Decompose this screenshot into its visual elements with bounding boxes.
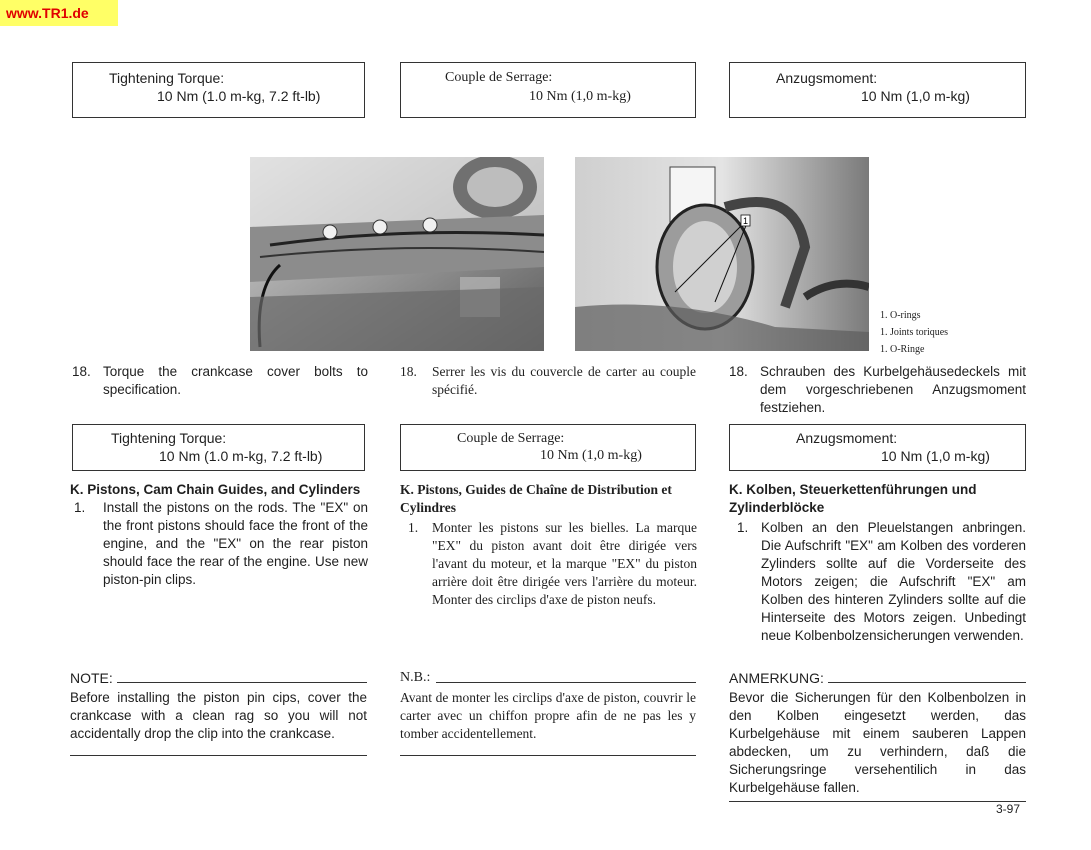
step-number: 18. <box>400 364 417 379</box>
legend-item-de: 1. O-Ringe <box>880 344 925 355</box>
note-bottom-rule <box>729 801 1026 802</box>
section-heading: K. Pistons, Cam Chain Guides, and Cylinders <box>70 482 361 497</box>
step-text: Schrauben des Kurbelgehäusedeckels mit dem vorgeschriebenen Anzugsmoment festziehen. <box>760 364 1026 415</box>
note-rule <box>117 682 367 683</box>
callout-number: 1 <box>742 216 749 226</box>
step-text: Monter les pistons sur les bielles. La marque "EX" du piston avant doit être dirigée vers l'avant du moteur, et la marque "EX" du piston arrière doit être dirigée vers l'arrière du moteur. Monter des circlips d'axe de piston neufs. <box>432 520 697 607</box>
legend-item-fr: 1. Joints toriques <box>880 327 949 338</box>
step-number: 1. <box>737 520 749 535</box>
section-heading: K. Kolben, Steuerkettenführungen und Zylinderblöcke <box>729 482 977 515</box>
step-number: 1. <box>408 520 419 535</box>
step-text: Install the pistons on the rods. The "EX" on the front pistons should face the front of the engine, and the "EX" on the rear piston should face the rear of the engine. Use new piston-pin clips. <box>103 500 368 587</box>
legend-item-en: 1. O-rings <box>880 310 921 321</box>
note-text: Bevor die Sicherungen für den Kolbenbolzen in den Kolben eingesetzt werden, das Kurbelgehäuse mit einem sauberen Lappen abdecken, um zu verhindern, daß die Sicherungsringe versehentilich in das Kurbelgehäuse fallen. <box>729 690 1026 795</box>
note-fr <box>400 669 696 756</box>
torque-value: 10 Nm (1,0 m-kg) <box>540 448 642 463</box>
page-number: 3-97 <box>996 802 1021 816</box>
torque-title: Tightening Torque: <box>111 430 227 446</box>
step-text: Torque the crankcase cover bolts to specification. <box>103 364 368 397</box>
torque-box-en <box>72 62 365 118</box>
torque-value: 10 Nm (1.0 m-kg, 7.2 ft-lb) <box>159 448 323 464</box>
torque-box-fr-2 <box>400 424 696 471</box>
section-k-de <box>729 481 1026 645</box>
step-18-de <box>729 363 1026 419</box>
crankcase-cover-photo <box>250 157 544 351</box>
section-heading-text: K. Pistons, Guides de Chaîne de Distribution et Cylindres <box>400 482 672 515</box>
torque-title: Anzugsmoment: <box>796 430 898 446</box>
step-18-fr <box>400 363 696 403</box>
crankcase-cover-illustration <box>250 157 544 351</box>
note-en <box>70 669 367 756</box>
note-heading: N.B.: <box>400 670 431 685</box>
torque-title: Couple de Serrage: <box>445 70 553 85</box>
note-heading: NOTE: <box>70 670 113 686</box>
note-heading: ANMERKUNG: <box>729 670 824 686</box>
note-rule <box>828 682 1026 683</box>
torque-box-en-2 <box>72 424 365 471</box>
note-de <box>729 669 1026 802</box>
note-text: Avant de monter les circlips d'axe de piston, couvrir le carter avec un chiffon propre afin de ne pas les y tomber accidentellement. <box>400 690 696 741</box>
note-rule <box>436 682 696 683</box>
step-number: 18. <box>72 364 91 379</box>
torque-value: 10 Nm (1,0 m-kg) <box>881 448 990 464</box>
section-k-fr <box>400 481 697 609</box>
note-bottom-rule <box>400 755 696 756</box>
step-text: Kolben an den Pleuelstangen anbringen. Die Aufschrift "EX" am Kolben des vorderen Zylinders sollte auf die Vorderseite des Motors zeigen; die Aufschrift "EX" am Kolben des hinteren Zylinders sollte auf die Hinterseite des Motors zeigen. Unbedingt neue Kolbenbolzensicherungen verwenden. <box>761 520 1026 643</box>
torque-value: 10 Nm (1,0 m-kg) <box>529 89 631 104</box>
note-text: Before installing the piston pin cips, cover the crankcase with a clean rag so you will not accidentally drop the clip into the crankcase. <box>70 690 367 741</box>
torque-title: Tightening Torque: <box>109 70 225 86</box>
note-bottom-rule <box>70 755 367 756</box>
torque-title: Couple de Serrage: <box>457 431 565 446</box>
section-k-en <box>70 481 368 589</box>
torque-box-fr <box>400 62 696 118</box>
section-heading <box>400 481 697 517</box>
step-number: 18. <box>729 364 748 379</box>
step-text: Serrer les vis du couvercle de carter au couple spécifié. <box>432 364 696 397</box>
torque-box-de-2 <box>729 424 1026 471</box>
step-number: 1. <box>74 500 86 515</box>
figure-legend <box>880 307 980 358</box>
o-rings-photo <box>575 157 869 351</box>
torque-value: 10 Nm (1.0 m-kg, 7.2 ft-lb) <box>157 88 321 104</box>
torque-value: 10 Nm (1,0 m-kg) <box>861 88 970 104</box>
site-label[interactable]: www.TR1.de <box>6 5 89 21</box>
torque-title: Anzugsmoment: <box>776 70 878 86</box>
o-rings-illustration <box>575 157 869 351</box>
site-badge[interactable] <box>0 0 118 26</box>
step-18-en <box>72 363 368 403</box>
torque-box-de <box>729 62 1026 118</box>
